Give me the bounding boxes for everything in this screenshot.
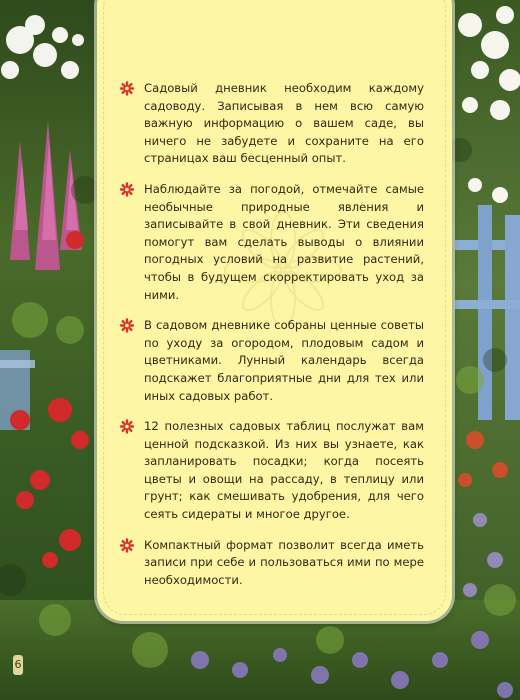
page-number: 6 (13, 655, 23, 675)
tip-text: Садовый дневник необходим каждому садоводу. Записывая в нем всю самую важную информацию о вашем саде, вы ничего не забудете и сохраните на его страницах ваш бесценный опыт. (144, 81, 424, 166)
asterisk-flower-icon (119, 80, 135, 97)
tip-item (119, 317, 424, 405)
info-panel (97, 0, 452, 621)
tip-text: В садовом дневнике собраны ценные советы по уходу за огородом, плодовым садом и цветниками. Лунный календарь всегда подскажет благоприятные дни для тех или иных садовых работ. (144, 318, 424, 403)
tip-item (119, 181, 424, 304)
tip-item (119, 80, 424, 168)
asterisk-flower-icon (119, 418, 135, 435)
tip-text: 12 полезных садовых таблиц послужат вам ценной подсказкой. Из них вы узнаете, как запланировать посадки; когда посеять цветы и овощи на рассаду, в теплицу или грунт; как смешивать удобрения, для чего сеять сидераты и многое другое. (144, 419, 424, 522)
tip-text: Наблюдайте за погодой, отмечайте самые необычные природные явления и записывайте в свой дневник. Эти сведения помогут вам сделать выводы о влиянии погодных условий на развитие растений, чтобы в будущем скорректировать уход за ними. (144, 181, 424, 302)
tip-item (119, 418, 424, 524)
asterisk-flower-icon (119, 181, 135, 198)
tip-item (119, 537, 424, 590)
tip-text: Компактный формат позволит всегда иметь записи при себе и пользоваться ими по мере необходимости. (144, 537, 424, 587)
tips-list (119, 80, 424, 602)
asterisk-flower-icon (119, 317, 135, 334)
asterisk-flower-icon (119, 537, 135, 554)
